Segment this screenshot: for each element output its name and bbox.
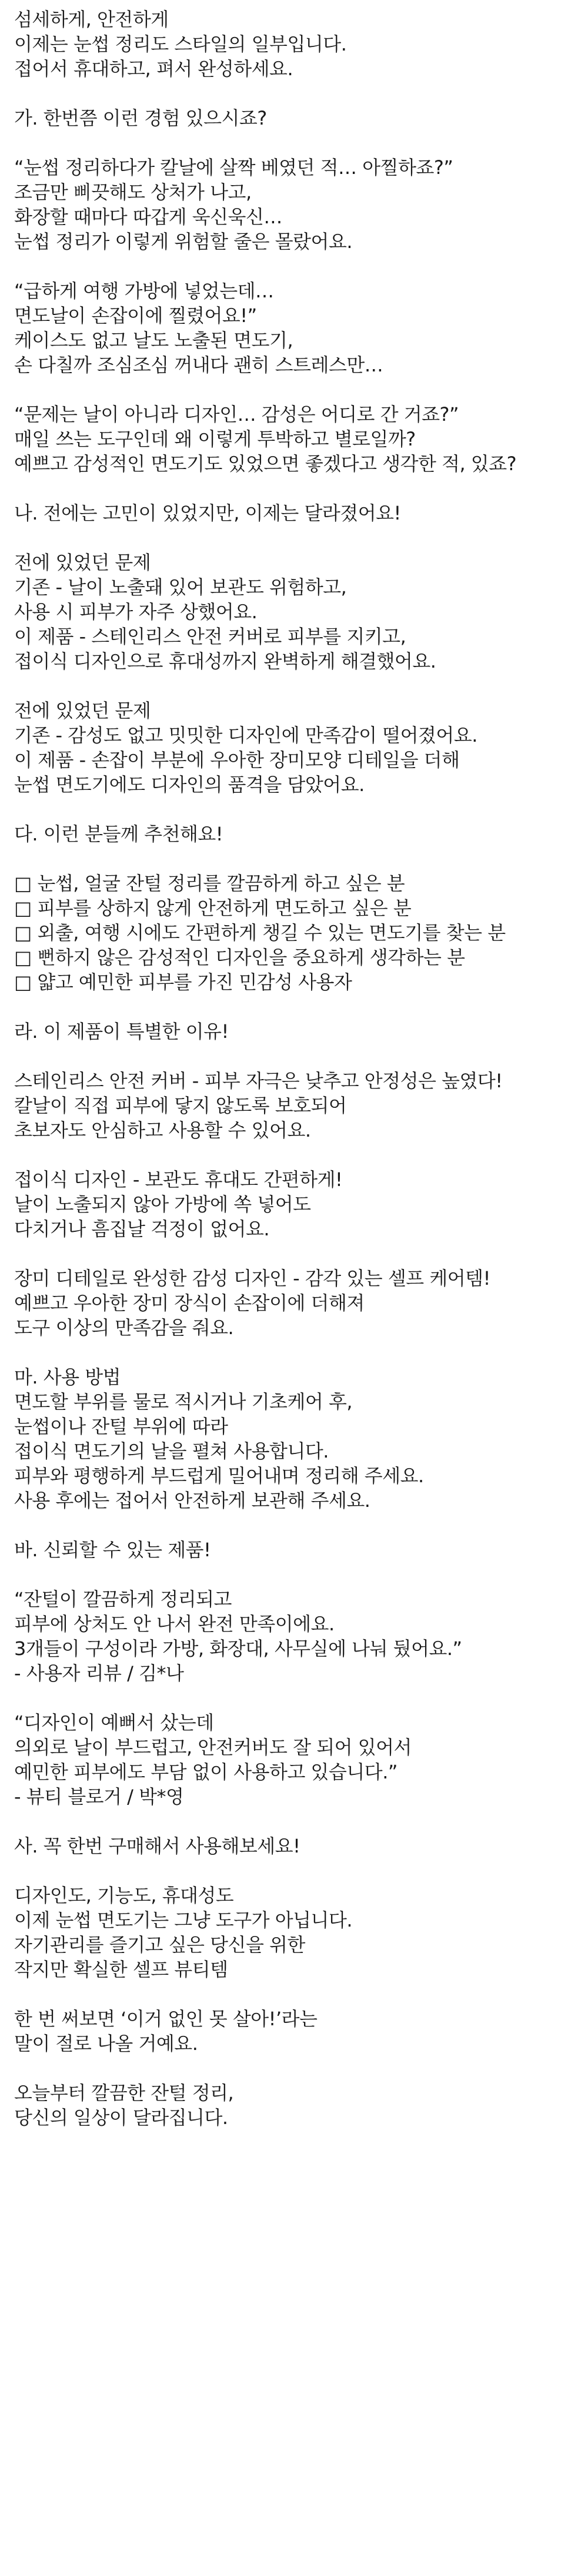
text-line: □ 피부를 상하지 않게 안전하게 면도하고 싶은 분 bbox=[14, 897, 412, 919]
paragraph-gap bbox=[14, 1513, 579, 1537]
text-line: 바. 신뢰할 수 있는 제품! bbox=[14, 1539, 211, 1561]
paragraph bbox=[14, 698, 579, 797]
paragraph-gap bbox=[14, 1562, 579, 1587]
text-line: 도구 이상의 만족감을 줘요. bbox=[14, 1317, 234, 1339]
paragraph-gap bbox=[14, 1982, 579, 2006]
text-line: 다. 이런 분들께 추천해요! bbox=[14, 823, 223, 845]
text-line: 다치거나 흠집날 걱정이 없어요. bbox=[14, 1218, 270, 1240]
text-line: 사. 꼭 한번 구매해서 사용해보세요! bbox=[14, 1835, 300, 1857]
paragraph bbox=[14, 1365, 579, 1513]
text-line: “문제는 날이 아니라 디자인… 감성은 어디로 간 거죠?” bbox=[14, 403, 459, 426]
text-line: 의외로 날이 부드럽고, 안전커버도 잘 되어 있어서 bbox=[14, 1736, 412, 1758]
text-line: 이제는 눈썹 정리도 스타일의 일부입니다. bbox=[14, 33, 347, 55]
text-line: 피부에 상처도 안 나서 완전 만족이에요. bbox=[14, 1613, 335, 1635]
text-line: 장미 디테일로 완성한 감성 디자인 - 감각 있는 셀프 케어템! bbox=[14, 1267, 490, 1289]
text-line: □ 눈썹, 얼굴 잔털 정리를 깔끔하게 하고 싶은 분 bbox=[14, 872, 405, 895]
paragraph-gap bbox=[14, 1340, 579, 1365]
paragraph-gap bbox=[14, 1858, 579, 1883]
text-line: 눈썹 면도기에도 디자인의 품격을 담았어요. bbox=[14, 773, 365, 796]
text-line: 나. 전에는 고민이 있었지만, 이제는 달라졌어요! bbox=[14, 502, 401, 524]
paragraph-gap bbox=[14, 797, 579, 822]
text-line: 섬세하게, 안전하게 bbox=[14, 8, 169, 31]
text-line: 접이식 디자인으로 휴대성까지 완벽하게 해결했어요. bbox=[14, 650, 436, 672]
paragraph bbox=[14, 1019, 579, 1044]
text-line: 작지만 확실한 셀프 뷰티템 bbox=[14, 1958, 228, 1981]
text-line: 기존 - 감성도 없고 밋밋한 디자인에 만족감이 떨어졌어요. bbox=[14, 724, 477, 746]
text-line: 디자인도, 기능도, 휴대성도 bbox=[14, 1884, 234, 1907]
paragraph-gap bbox=[14, 846, 579, 871]
paragraph-gap bbox=[14, 674, 579, 698]
text-line: 기존 - 날이 노출돼 있어 보관도 위험하고, bbox=[14, 576, 347, 598]
paragraph-gap bbox=[14, 2056, 579, 2081]
text-line: 초보자도 안심하고 사용할 수 있어요. bbox=[14, 1119, 311, 1141]
text-line: 눈썹이나 잔털 부위에 따라 bbox=[14, 1415, 228, 1438]
text-line: 손 다칠까 조심조심 꺼내다 괜히 스트레스만… bbox=[14, 354, 383, 376]
text-line: 자기관리를 즐기고 싶은 당신을 위한 bbox=[14, 1934, 305, 1956]
paragraph-gap bbox=[14, 1686, 579, 1710]
text-line: - 사용자 리뷰 / 김*나 bbox=[14, 1662, 184, 1684]
paragraph-gap bbox=[14, 377, 579, 402]
paragraph bbox=[14, 7, 579, 81]
paragraph bbox=[14, 550, 579, 674]
paragraph-gap bbox=[14, 130, 579, 155]
text-line: 라. 이 제품이 특별한 이유! bbox=[14, 1020, 229, 1043]
text-line: 사용 후에는 접어서 안전하게 보관해 주세요. bbox=[14, 1489, 370, 1512]
text-line: 피부와 평행하게 부드럽게 밀어내며 정리해 주세요. bbox=[14, 1465, 424, 1487]
text-line: 칼날이 직접 피부에 닿지 않도록 보호되어 bbox=[14, 1094, 347, 1117]
text-line: 접이식 디자인 - 보관도 휴대도 간편하게! bbox=[14, 1168, 343, 1191]
text-line: 예민한 피부에도 부담 없이 사용하고 있습니다.” bbox=[14, 1761, 397, 1783]
text-line: “눈썹 정리하다가 칼날에 살짝 베였던 적… 아찔하죠?” bbox=[14, 156, 453, 179]
paragraph-gap bbox=[14, 1241, 579, 1266]
paragraph bbox=[14, 501, 579, 525]
text-line: 케이스도 없고 날도 노출된 면도기, bbox=[14, 329, 293, 351]
text-line: 예쁘고 우아한 장미 장식이 손잡이에 더해져 bbox=[14, 1292, 365, 1314]
paragraph bbox=[14, 2006, 579, 2056]
paragraph bbox=[14, 822, 579, 846]
text-line: 마. 사용 방법 bbox=[14, 1366, 121, 1388]
text-line: 면도날이 손잡이에 찔렸어요!” bbox=[14, 304, 257, 327]
text-line: 말이 절로 나올 거예요. bbox=[14, 2032, 198, 2055]
paragraph-gap bbox=[14, 81, 579, 106]
text-line: 날이 노출되지 않아 가방에 쏙 넣어도 bbox=[14, 1193, 311, 1215]
text-line: “디자인이 예뻐서 샀는데 bbox=[14, 1711, 214, 1734]
text-line: 조금만 삐끗해도 상처가 나고, bbox=[14, 181, 252, 203]
text-line: 매일 쓰는 도구인데 왜 이렇게 투박하고 별로일까? bbox=[14, 428, 416, 450]
text-line: 눈썹 정리가 이렇게 위험할 줄은 몰랐어요. bbox=[14, 230, 353, 253]
text-line: 이 제품 - 스테인리스 안전 커버로 피부를 지키고, bbox=[14, 625, 406, 648]
text-line: 가. 한번쯤 이런 경험 있으시죠? bbox=[14, 107, 267, 129]
paragraph bbox=[14, 1834, 579, 1858]
paragraph bbox=[14, 402, 579, 476]
text-line: 면도할 부위를 물로 적시거나 기초케어 후, bbox=[14, 1391, 353, 1413]
text-line: 사용 시 피부가 자주 상했어요. bbox=[14, 601, 258, 623]
paragraph bbox=[14, 1167, 579, 1241]
text-line: 이 제품 - 손잡이 부분에 우아한 장미모양 디테일을 더해 bbox=[14, 749, 460, 771]
text-line: 접이식 면도기의 날을 펼쳐 사용합니다. bbox=[14, 1440, 329, 1462]
paragraph bbox=[14, 106, 579, 130]
paragraph bbox=[14, 1883, 579, 1982]
paragraph bbox=[14, 279, 579, 377]
text-line: 오늘부터 깔끔한 잔털 정리, bbox=[14, 2082, 234, 2104]
paragraph bbox=[14, 1266, 579, 1340]
paragraph-gap bbox=[14, 1809, 579, 1834]
text-line: 접어서 휴대하고, 펴서 완성하세요. bbox=[14, 58, 293, 80]
paragraph bbox=[14, 871, 579, 994]
paragraph-gap bbox=[14, 254, 579, 279]
text-line: 당신의 일상이 달라집니다. bbox=[14, 2106, 228, 2129]
paragraph-gap bbox=[14, 1044, 579, 1068]
text-line: □ 외출, 여행 시에도 간편하게 챙길 수 있는 면도기를 찾는 분 bbox=[14, 922, 506, 944]
paragraph-gap bbox=[14, 525, 579, 550]
text-line: - 뷰티 블로거 / 박*영 bbox=[14, 1786, 184, 1808]
text-line: 3개들이 구성이라 가방, 화장대, 사무실에 나눠 뒀어요.” bbox=[14, 1637, 462, 1660]
paragraph bbox=[14, 155, 579, 254]
paragraph bbox=[14, 2081, 579, 2130]
paragraph-gap bbox=[14, 476, 579, 501]
paragraph-gap bbox=[14, 994, 579, 1019]
text-line: 예쁘고 감성적인 면도기도 있었으면 좋겠다고 생각한 적, 있죠? bbox=[14, 453, 517, 475]
text-line: 전에 있었던 문제 bbox=[14, 551, 151, 574]
paragraph bbox=[14, 1068, 579, 1143]
text-line: “급하게 여행 가방에 넣었는데… bbox=[14, 280, 274, 302]
text-line: 화장할 때마다 따갑게 욱신욱신… bbox=[14, 206, 282, 228]
document-body bbox=[14, 7, 579, 2130]
paragraph bbox=[14, 1537, 579, 1562]
paragraph bbox=[14, 1587, 579, 1686]
text-line: “잔털이 깔끔하게 정리되고 bbox=[14, 1588, 232, 1610]
paragraph-gap bbox=[14, 1143, 579, 1167]
text-line: 한 번 써보면 ‘이거 없인 못 살아!’라는 bbox=[14, 2008, 318, 2030]
paragraph bbox=[14, 1710, 579, 1809]
text-line: 스테인리스 안전 커버 - 피부 자극은 낮추고 안정성은 높였다! bbox=[14, 1070, 503, 1092]
text-line: □ 뻔하지 않은 감성적인 디자인을 중요하게 생각하는 분 bbox=[14, 946, 465, 969]
text-line: 전에 있었던 문제 bbox=[14, 699, 151, 722]
text-line: □ 얇고 예민한 피부를 가진 민감성 사용자 bbox=[14, 971, 352, 993]
text-line: 이제 눈썹 면도기는 그냥 도구가 아닙니다. bbox=[14, 1909, 353, 1931]
